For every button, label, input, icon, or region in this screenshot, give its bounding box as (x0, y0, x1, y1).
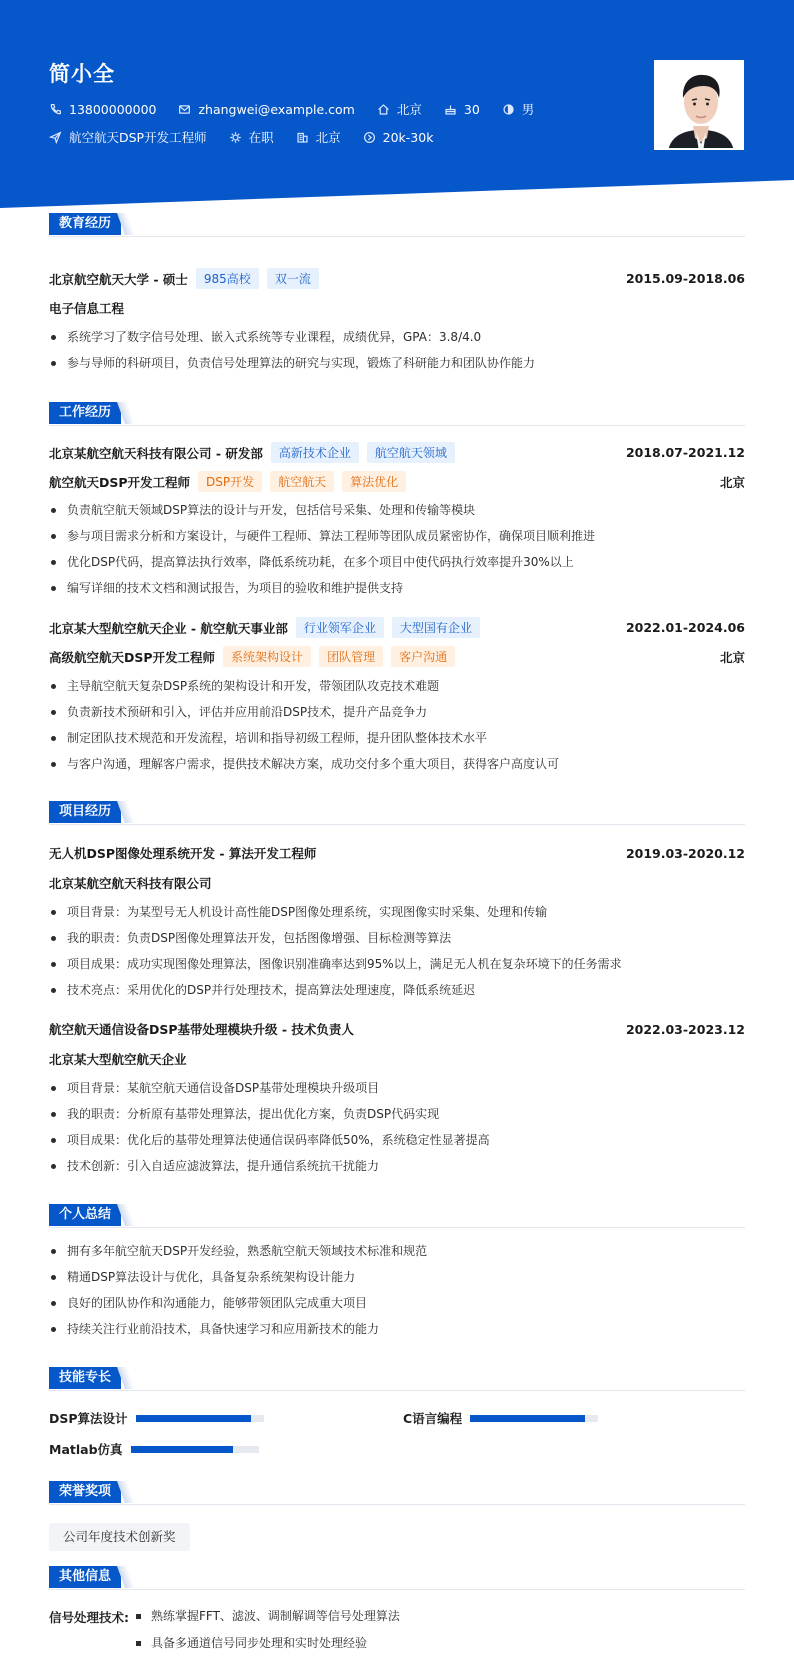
skill-item (49, 1440, 259, 1458)
honor-badge: 公司年度技术创新奖 (49, 1523, 190, 1551)
project-org-row (49, 1050, 745, 1068)
section-title: 个人总结 (49, 1204, 121, 1226)
other-label: 信号处理技术: (49, 1610, 129, 1625)
company-tag: 大型国有企业 (392, 617, 480, 638)
school-tag: 985高校 (196, 268, 259, 289)
list-item: 具备多通道信号同步处理和实时处理经验 (133, 1632, 400, 1659)
list-item: 项目成果：优化后的基带处理算法使通信误码率降低50%，系统稳定性显著提高 (49, 1127, 745, 1153)
skill-name: Matlab仿真 (49, 1442, 123, 1457)
skill-bar-fill (131, 1446, 233, 1453)
section-projects (49, 801, 745, 823)
work-role-row (49, 646, 745, 667)
section-title: 项目经历 (49, 801, 121, 823)
role-tag: 算法优化 (342, 471, 406, 492)
section-title: 荣誉奖项 (49, 1481, 121, 1503)
section-divider (49, 1589, 745, 1590)
project-org: 北京某大型航空航天企业 (49, 1052, 187, 1067)
role-tag: 客户沟通 (391, 646, 455, 667)
job-intent-row (49, 128, 455, 146)
profile-photo (654, 60, 744, 150)
section-divider (49, 1390, 745, 1391)
section-skills (49, 1367, 745, 1389)
section-title: 其他信息 (49, 1566, 121, 1588)
list-item: 良好的团队协作和沟通能力，能够带领团队完成重大项目 (49, 1290, 745, 1316)
section-divider (49, 1504, 745, 1505)
email-item (178, 102, 354, 117)
list-item: 参与项目需求分析和方案设计，与硬件工程师、算法工程师等团队成员紧密协作，确保项目顺利推进 (49, 523, 745, 549)
list-item: 制定团队技术规范和开发流程，培训和指导初级工程师，提升团队整体技术水平 (49, 725, 745, 751)
status-text: 在职 (248, 130, 274, 145)
list-item: 参与导师的科研项目，负责信号处理算法的研究与实现，锻炼了科研能力和团队协作能力 (49, 350, 745, 376)
project-org-row (49, 874, 745, 892)
work-date: 2022.01-2024.06 (625, 620, 745, 635)
list-item: 主导航空航天复杂DSP系统的架构设计和开发，带领团队攻克技术难题 (49, 673, 745, 699)
company-tag: 航空航天领域 (367, 442, 455, 463)
project-title: 无人机DSP图像处理系统开发 - 算法开发工程师 (49, 846, 317, 861)
list-item: 项目背景：某航空航天通信设备DSP基带处理模块升级项目 (49, 1075, 745, 1101)
status-item (229, 128, 274, 146)
project-date: 2022.03-2023.12 (625, 1021, 745, 1037)
list-item: 负责新技术预研和引入，评估并应用前沿DSP技术，提升产品竞争力 (49, 699, 745, 725)
list-item: 优化DSP代码，提高算法执行效率，降低系统功耗，在多个项目中使代码执行效率提升30%以上 (49, 549, 745, 575)
education-date: 2015.09-2018.06 (625, 271, 745, 286)
company-tag: 行业领军企业 (296, 617, 384, 638)
education-bullets (49, 324, 745, 376)
home-icon (377, 103, 390, 116)
list-item: 与客户沟通，理解客户需求，提供技术解决方案，成功交付多个重大项目，获得客户高度认可 (49, 751, 745, 777)
role-tag: 系统架构设计 (223, 646, 311, 667)
contact-row (49, 100, 556, 118)
skill-bar (131, 1446, 259, 1453)
section-title: 技能专长 (49, 1367, 121, 1389)
section-divider (49, 236, 745, 237)
portrait-image (656, 62, 744, 150)
role-name: 航空航天DSP开发工程师 (49, 474, 191, 490)
project-header (49, 1020, 745, 1038)
skill-bar-fill (470, 1415, 585, 1422)
section-education (49, 213, 745, 235)
project-title: 航空航天通信设备DSP基带处理模块升级 - 技术负责人 (49, 1022, 354, 1037)
work-company-row (49, 442, 745, 463)
send-icon (49, 131, 62, 144)
company-name: 北京某大型航空航天企业 - 航空航天事业部 (49, 620, 288, 636)
work-role-row (49, 471, 745, 492)
skill-bar (136, 1415, 264, 1422)
work-company-row (49, 617, 745, 638)
skill-name: DSP算法设计 (49, 1411, 128, 1426)
skill-item (403, 1409, 598, 1427)
list-item: 项目背景：为某型号无人机设计高性能DSP图像处理系统，实现图像实时采集、处理和传输 (49, 899, 745, 925)
project-date: 2019.03-2020.12 (625, 845, 745, 861)
gender-text: 男 (521, 102, 535, 117)
major-row (49, 299, 745, 317)
list-item: 持续关注行业前沿技术，具备快速学习和应用新技术的能力 (49, 1316, 745, 1342)
list-item: 我的职责：负责DSP图像处理算法开发，包括图像增强、目标检测等算法 (49, 925, 745, 951)
major-name: 电子信息工程 (49, 301, 125, 316)
section-honors (49, 1481, 745, 1503)
other-list (133, 1605, 400, 1659)
list-item: 拥有多年航空航天DSP开发经验，熟悉航空航天领域技术标准和规范 (49, 1238, 745, 1264)
position-item (49, 128, 207, 146)
list-item: 编写详细的技术文档和测试报告，为项目的验收和维护提供支持 (49, 575, 745, 601)
skill-bar-fill (136, 1415, 251, 1422)
project-bullets (49, 1075, 745, 1179)
cake-icon (444, 103, 457, 116)
project-header (49, 844, 745, 862)
target-city-text: 北京 (315, 130, 341, 145)
email-text: zhangwei@example.com (198, 101, 355, 117)
section-work (49, 402, 745, 424)
section-title: 教育经历 (49, 213, 121, 235)
work-date: 2018.07-2021.12 (625, 445, 745, 460)
mail-icon (178, 103, 191, 116)
work-city: 北京 (719, 474, 745, 490)
section-divider (49, 824, 745, 825)
role-tag: 航空航天 (270, 471, 334, 492)
gender-item (502, 100, 535, 118)
candidate-name: 简小全 (49, 62, 115, 86)
role-tag: DSP开发 (198, 471, 262, 492)
position-text: 航空航天DSP开发工程师 (69, 130, 207, 145)
list-item: 熟练掌握FFT、滤波、调制解调等信号处理算法 (133, 1605, 400, 1632)
section-other (49, 1566, 745, 1588)
location-text: 北京 (396, 102, 422, 117)
section-divider (49, 1227, 745, 1228)
role-name: 高级航空航天DSP开发工程师 (49, 649, 216, 665)
list-item: 我的职责：分析原有基带处理算法，提出优化方案，负责DSP代码实现 (49, 1101, 745, 1127)
work-city: 北京 (719, 649, 745, 665)
company-tag: 高新技术企业 (271, 442, 359, 463)
section-summary (49, 1204, 745, 1226)
phone-icon (49, 103, 62, 116)
skill-bar (470, 1415, 598, 1422)
list-item: 技术亮点：采用优化的DSP并行处理技术，提高算法处理速度，降低系统延迟 (49, 977, 745, 1003)
project-org: 北京某航空航天科技有限公司 (49, 876, 212, 891)
gender-icon (502, 103, 515, 116)
summary-bullets (49, 1238, 745, 1342)
list-item: 项目成果：成功实现图像处理算法，图像识别准确率达到95%以上，满足无人机在复杂环境下的任务需求 (49, 951, 745, 977)
list-item: 系统学习了数字信号处理、嵌入式系统等专业课程，成绩优异，GPA：3.8/4.0 (49, 324, 745, 350)
salary-text: 20k-30k (382, 129, 434, 145)
salary-item (363, 130, 434, 145)
section-title: 工作经历 (49, 402, 121, 424)
location-item (377, 100, 422, 118)
age-item (444, 102, 480, 117)
status-icon (229, 131, 242, 144)
role-tag: 团队管理 (319, 646, 383, 667)
salary-icon (363, 131, 376, 144)
skill-name: C语言编程 (403, 1411, 463, 1426)
skill-item (49, 1409, 264, 1427)
target-city-item (296, 128, 341, 146)
company-name: 北京某航空航天科技有限公司 - 研发部 (49, 445, 263, 461)
building-icon (296, 131, 309, 144)
list-item: 技术创新：引入自适应滤波算法，提升通信系统抗干扰能力 (49, 1153, 745, 1179)
age-text: 30 (463, 101, 480, 117)
school-name: 北京航空航天大学 - 硕士 (49, 271, 188, 287)
phone-item (49, 102, 156, 117)
work-bullets (49, 497, 745, 601)
list-item: 负责航空航天领域DSP算法的设计与开发，包括信号采集、处理和传输等模块 (49, 497, 745, 523)
project-bullets (49, 899, 745, 1003)
list-item: 精通DSP算法设计与优化，具备复杂系统架构设计能力 (49, 1264, 745, 1290)
work-bullets (49, 673, 745, 777)
school-tag: 双一流 (267, 268, 319, 289)
education-header (49, 268, 745, 289)
section-divider (49, 425, 745, 426)
phone-text: 13800000000 (69, 101, 157, 117)
